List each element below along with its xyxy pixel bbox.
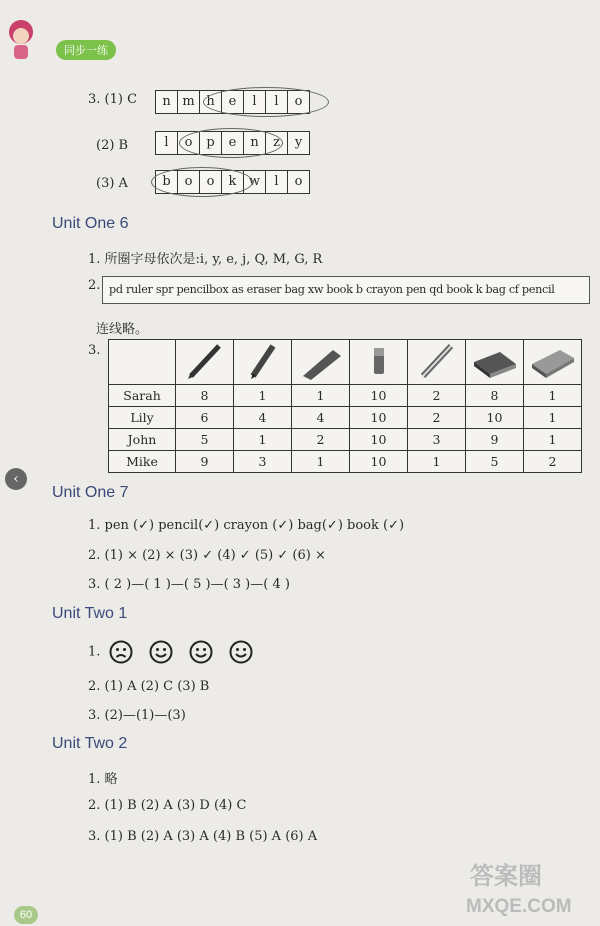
circled-word-oval [203,87,329,117]
count-cell: 5 [466,451,524,473]
grid-letter-cell: e [222,91,244,113]
watermark-url: MXQE.COM [466,896,572,917]
watermark-logo: 答案圈 [470,863,542,890]
count-cell: 1 [524,407,582,429]
row-name-cell: Mike [109,451,176,473]
girl-mascot-icon [6,18,36,64]
count-cell: 8 [176,385,234,407]
corner-cell [109,340,176,385]
grid-letter-cell: e [222,132,244,154]
happy-face-icon [189,640,213,664]
count-cell: 10 [350,385,408,407]
crayon-icon [299,342,343,380]
count-cell: 1 [234,385,292,407]
count-cell: 1 [408,451,466,473]
count-cell: 5 [176,429,234,451]
grid-letter-cell: l [266,91,288,113]
row-name-cell: Sarah [109,385,176,407]
header-logo [6,18,36,68]
grid-letter-cell: w [244,171,266,193]
unit-two-1-q3: 3. (2)—(1)—(3) [88,708,186,723]
unit-one-7-q2: 2. (1) × (2) × (3) ✓ (4) ✓ (5) ✓ (6) × [88,548,326,563]
q3-grid-3-label: (3) A [96,176,128,191]
grid-letter-cell: l [156,132,178,154]
letter-grid-2 [155,131,310,155]
count-cell: 2 [408,385,466,407]
header-badge: 同步一练 [56,40,116,60]
count-cell: 1 [292,451,350,473]
count-cell: 8 [466,385,524,407]
unit-one-7-title: Unit One 7 [52,484,129,501]
count-cell: 10 [350,451,408,473]
table-row [109,407,582,429]
count-cell: 1 [292,385,350,407]
happy-face-icon [229,640,253,664]
pencil-icon [185,342,225,380]
unit-two-2-q2: 2. (1) B (2) A (3) D (4) C [88,798,247,813]
table-row [109,429,582,451]
count-cell: 1 [524,429,582,451]
happy-face-icon [149,640,173,664]
unit-two-2-title: Unit Two 2 [52,735,128,752]
grid-letter-cell: p [200,132,222,154]
grid-letter-cell: z [266,132,288,154]
chevron-left-icon: ‹ [13,471,19,487]
grid-letter-cell: o [294,94,303,109]
row-name-cell: Lily [109,407,176,429]
count-cell: 3 [234,451,292,473]
stationery-table [108,339,582,473]
grid-letter-cell: l [244,91,266,113]
count-cell: 1 [524,385,582,407]
count-cell: 10 [466,407,524,429]
unit-two-2-q3: 3. (1) B (2) A (3) A (4) B (5) A (6) A [88,829,318,844]
unit-one-6-q2-note: 连线略。 [96,322,149,337]
unit-one-6-q1: 1. 所圈字母依次是:i, y, e, j, Q, M, G, R [88,252,323,267]
grid-letter-cell: h [200,91,222,113]
table-row [109,451,582,473]
eraser-icon [364,342,394,380]
sad-face-icon [109,640,133,664]
pen-icon [243,342,283,380]
letter-grid-1 [155,90,310,114]
count-cell: 10 [350,407,408,429]
unit-two-1-q2: 2. (1) A (2) C (3) B [88,679,210,694]
unit-one-6-q3-num: 3. [88,343,101,358]
count-cell: 9 [466,429,524,451]
unit-one-6-q2-num: 2. [88,278,101,293]
grid-letter-cell: n [156,91,178,113]
count-cell: 4 [292,407,350,429]
table-row [109,385,582,407]
unit-two-1-title: Unit Two 1 [52,605,128,622]
q3-grid-2-label: (2) B [96,138,129,153]
circled-word-oval [151,167,253,197]
letter-grid-3 [155,170,310,194]
count-cell: 2 [408,407,466,429]
circled-word-oval [179,128,283,158]
grid-letter-cell: y [294,135,303,150]
grid-letter-cell: o [178,132,200,154]
grid-letter-cell: m [178,91,200,113]
grid-letter-cell: k [222,171,244,193]
count-cell: 2 [292,429,350,451]
page-number: 60 [14,906,38,924]
unit-one-7-q3: 3. ( 2 )—( 1 )—( 5 )—( 3 )—( 4 ) [88,577,290,592]
grid-letter-cell: o [294,174,303,189]
grid-letter-cell: n [244,132,266,154]
unit-two-1-q1 [88,640,269,664]
count-cell: 6 [176,407,234,429]
prev-page-button[interactable] [5,468,27,490]
unit-two-2-q1: 1. 略 [88,772,118,787]
unit-one-6-title: Unit One 6 [52,215,129,232]
count-cell: 1 [234,429,292,451]
count-cell: 9 [176,451,234,473]
count-cell: 3 [408,429,466,451]
unit-two-1-q1-num: 1. [88,644,101,660]
grid-letter-cell: o [200,171,222,193]
word-search-strip: pd ruler spr pencilbox as eraser bag xw book b crayon pen qd book k bag cf pencil [102,276,590,304]
count-cell: 10 [350,429,408,451]
row-name-cell: John [109,429,176,451]
count-cell: 2 [524,451,582,473]
grid-letter-cell: b [156,171,178,193]
q3-grid-1-label: 3. (1) C [88,92,138,107]
book-icon [470,342,520,380]
ruler-icon [417,342,457,380]
unit-one-7-q1: 1. pen (✓) pencil(✓) crayon (✓) bag(✓) book (✓) [88,518,405,533]
count-cell: 4 [234,407,292,429]
pencil-box-icon [528,342,578,380]
grid-letter-cell: l [266,171,288,193]
grid-letter-cell: o [178,171,200,193]
